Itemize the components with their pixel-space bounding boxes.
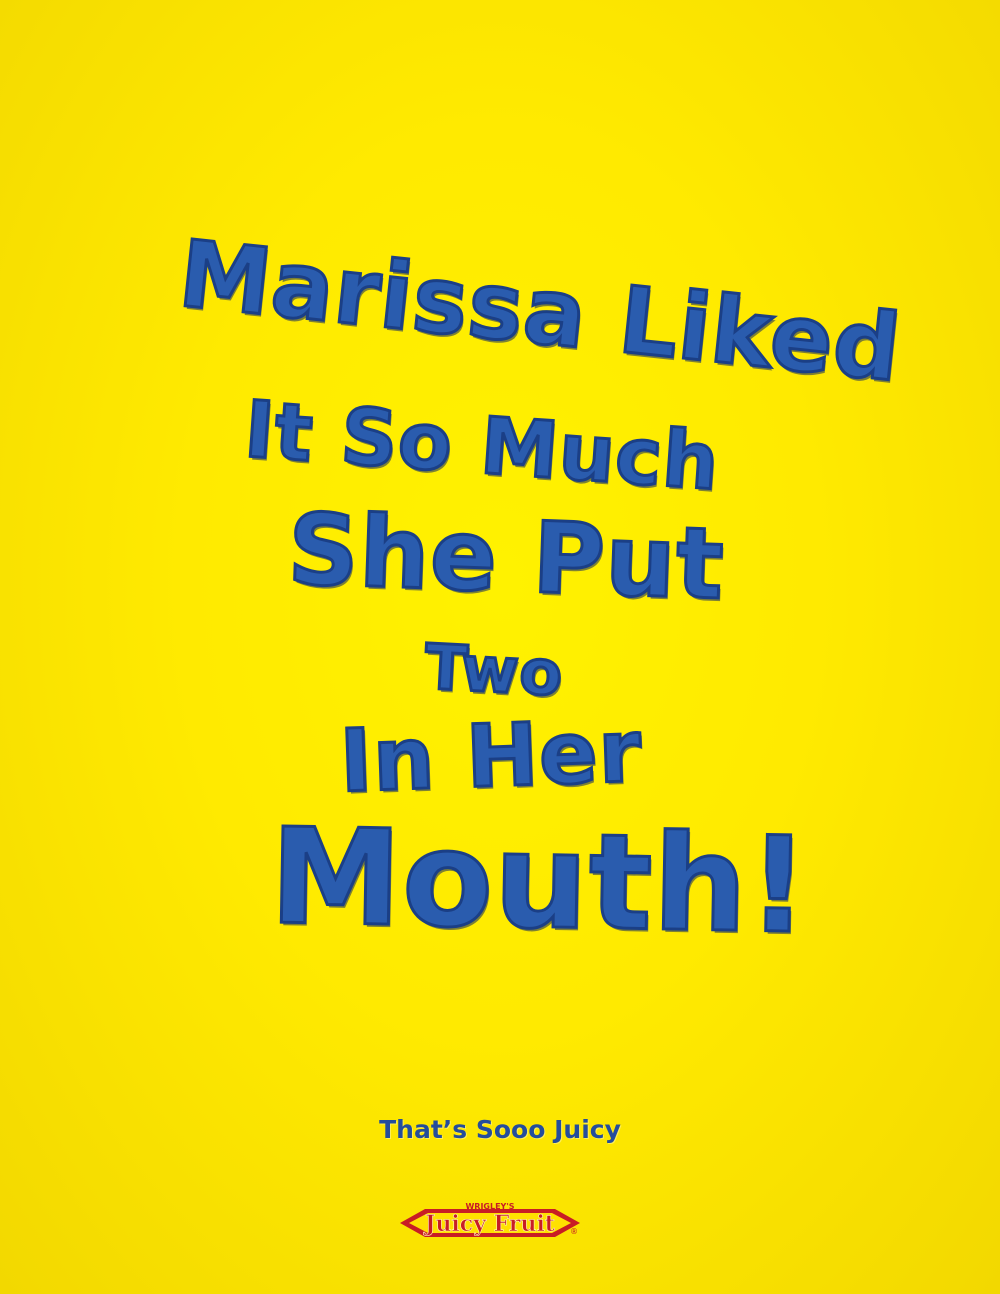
logo-brand-name: Juicy Fruit — [425, 1211, 555, 1237]
headline-line-6: Mouth! — [268, 800, 811, 964]
headline-line-5: In Her — [338, 701, 644, 812]
tagline: That’s Sooo Juicy — [379, 1115, 621, 1144]
headline-line-4: Two — [423, 630, 566, 711]
logo-registered-mark: ® — [570, 1227, 578, 1236]
logo-brand-top: WRIGLEY'S — [465, 1202, 515, 1211]
headline-line-2: It So Much — [241, 385, 723, 509]
juicy-fruit-logo — [397, 1198, 583, 1248]
headline-line-1: Marissa Liked — [174, 220, 906, 403]
headline-line-3: She Put — [286, 493, 727, 623]
juicy-fruit-logo-svg — [397, 1198, 583, 1248]
